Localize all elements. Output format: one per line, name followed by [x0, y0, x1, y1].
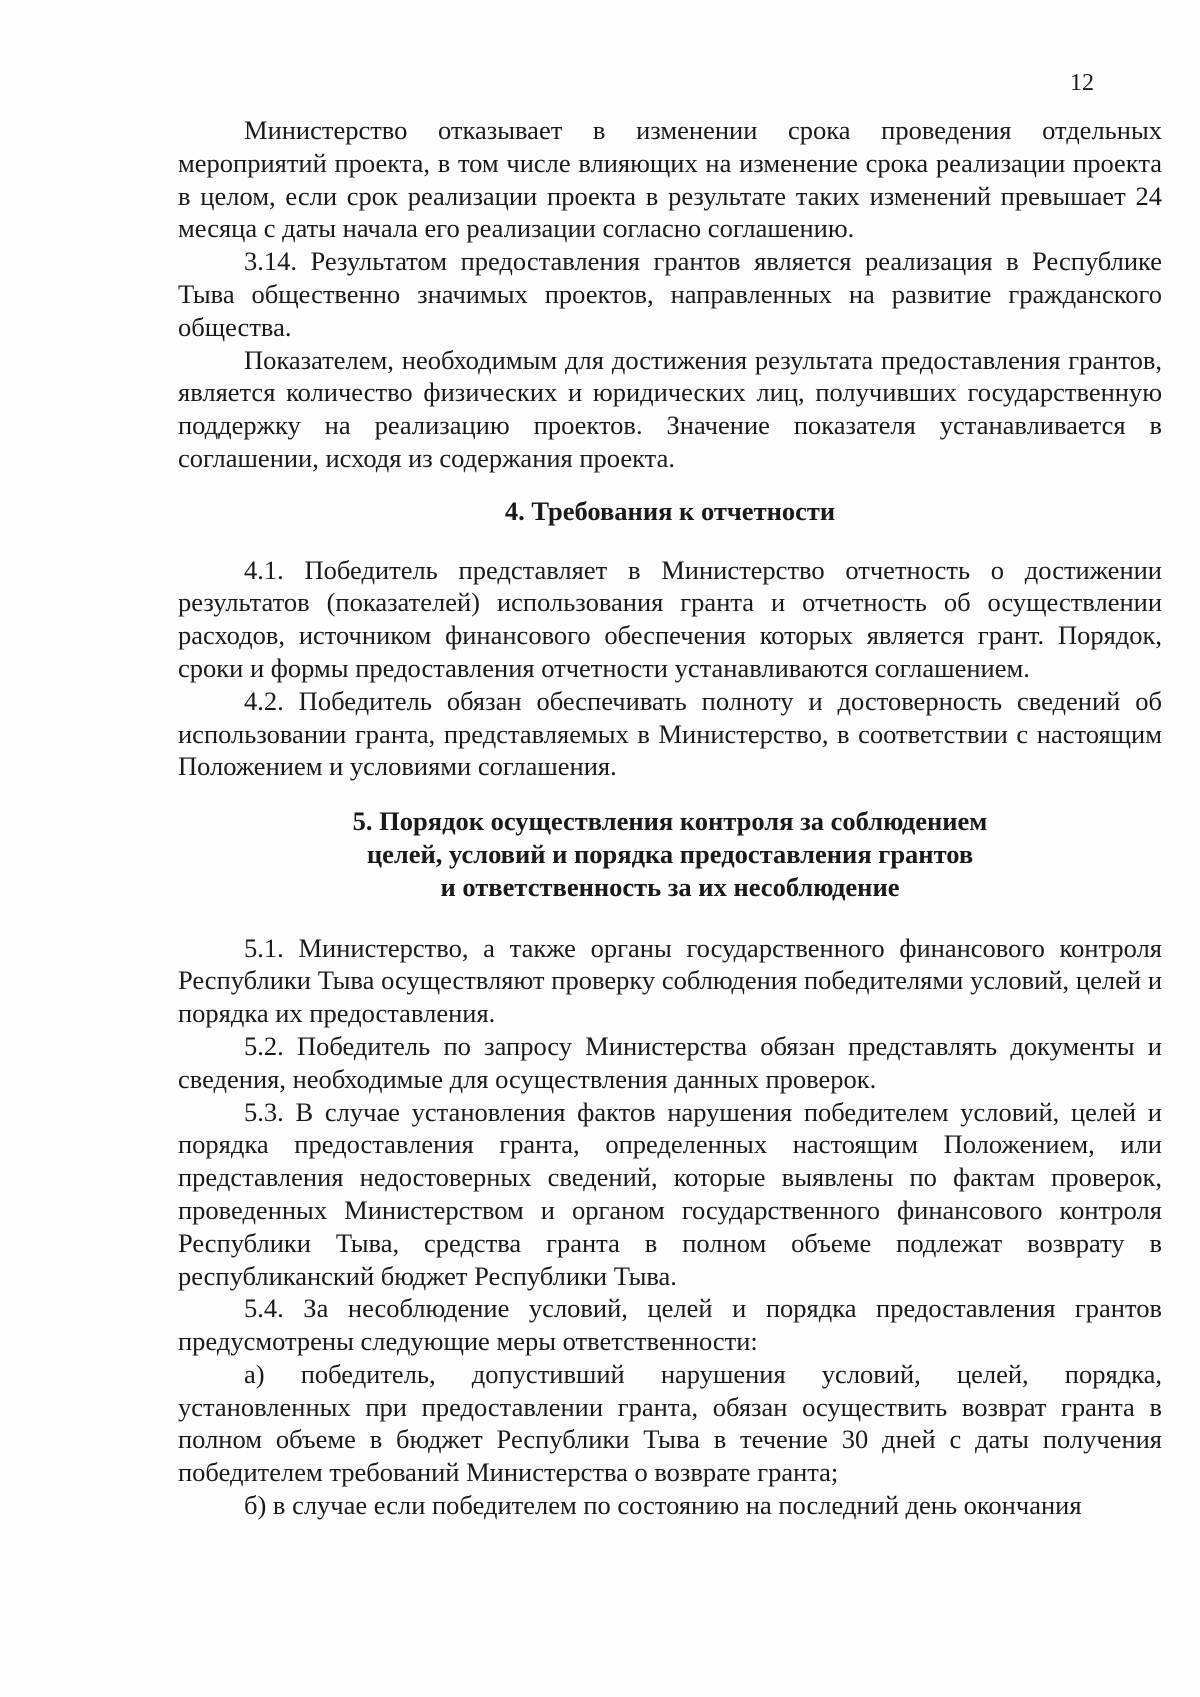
paragraph-5-4-a: а) победитель, допустивший нарушения условий, целей, порядка, установленных при предоставлении гранта, обязан осуществить возврат гранта в полном объеме в бюджет Республики Тыва в течение 30 дней с даты получения победителем требований Министерства о возврате гранта;: [178, 1358, 1162, 1488]
paragraph-indicator: Показателем, необходимым для достижения результата предоставления грантов, является количество физических и юридических лиц, получивших государственную поддержку на реализацию проектов. Значение показателя устанавливается в соглашении, исходя из содержания проекта.: [178, 344, 1162, 473]
paragraph-5-1: 5.1. Министерство, а также органы государственного финансового контроля Республики Тыва осуществляют проверку соблюдения победителями условий, целей и порядка их предоставления.: [178, 932, 1162, 1029]
paragraph-5-4-b: б) в случае если победителем по состоянию на последний день окончания: [244, 1490, 1082, 1521]
section-4-heading: 4. Требования к отчетности: [504, 495, 836, 526]
document-body: [178, 114, 1162, 1522]
paragraph-5-3: 5.3. В случае установления фактов нарушения победителем условий, целей и порядка предоставления гранта, определенных настоящим Положением, или представления недостоверных сведений, которые выявлены по фактам проверок, проведенных Министерством и органом государственного финансового контроля Республики Тыва, средства гранта в полном объеме подлежат возврату в республиканский бюджет Республики Тыва.: [178, 1096, 1162, 1291]
section-5-heading-line2: целей, условий и порядка предоставления грантов: [366, 838, 974, 869]
section-5-heading: [178, 805, 1162, 903]
section-5-heading-line3: и ответственность за их несоблюдение: [440, 871, 900, 902]
paragraph-4-2: 4.2. Победитель обязан обеспечивать полноту и достоверность сведений об использовании гранта, представляемых в Министерство, в соответствии с настоящим Положением и условиями соглашения.: [178, 685, 1162, 782]
paragraph-3-14: 3.14. Результатом предоставления грантов является реализация в Республике Тыва общественно значимых проектов, направленных на развитие гражданского общества.: [178, 246, 1162, 342]
paragraph-4-1: 4.1. Победитель представляет в Министерство отчетность о достижении результатов (показателей) использования гранта и отчетность об осуществлении расходов, источником финансового обеспечения которых является грант. Порядок, сроки и формы предоставления отчетности устанавливаются соглашением.: [178, 554, 1162, 683]
section-5-heading-line1: 5. Порядок осуществления контроля за соблюдением: [352, 806, 988, 837]
page-number: 12: [1070, 70, 1094, 96]
paragraph-extension-refusal: Министерство отказывает в изменении срока проведения отдельных мероприятий проекта, в том числе влияющих на изменение срока реализации проекта в целом, если срок реализации проекта в результате таких изменений превышает 24 месяца с даты начала его реализации согласно соглашению.: [178, 115, 1162, 244]
paragraph-5-2: 5.2. Победитель по запросу Министерства обязан представлять документы и сведения, необходимые для осуществления данных проверок.: [178, 1030, 1162, 1094]
paragraph-5-4: 5.4. За несоблюдение условий, целей и порядка предоставления грантов предусмотрены следующие меры ответственности:: [178, 1293, 1162, 1357]
